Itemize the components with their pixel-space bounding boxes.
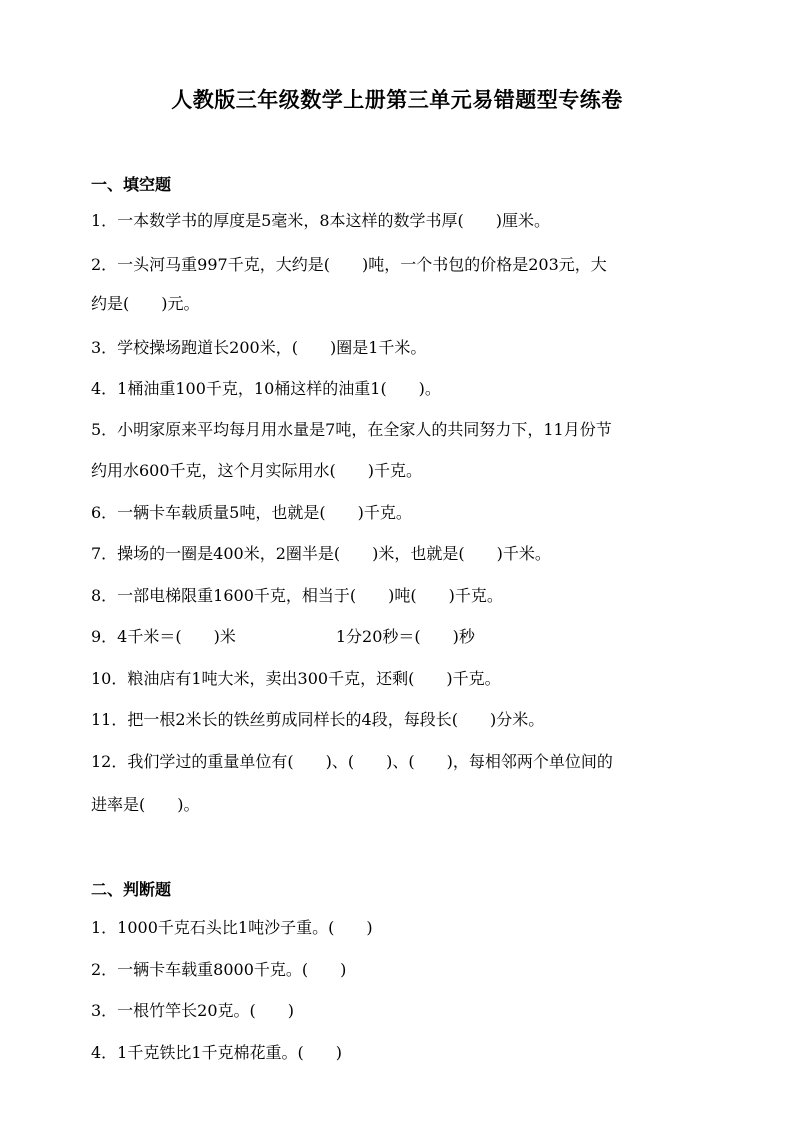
question-line: 6．一辆卡车载质量5吨，也就是( )千克。 [91,503,412,522]
judge-line: 1．1000千克石头比1吨沙子重。( ) [91,918,373,937]
question-line-9 [91,627,475,647]
question-line: 7．操场的一圈是400米，2圈半是( )米，也就是( )千米。 [91,544,551,563]
question-line: 5．小明家原来平均每月用水量是7吨，在全家人的共同努力下，11月份节 [91,420,612,439]
question-line: 4．1桶油重100千克，10桶这样的油重1( )。 [91,379,441,398]
judge-line: 2．一辆卡车载重8000千克。( ) [91,960,347,979]
question-line: 2．一头河马重997千克，大约是( )吨，一个书包的价格是203元，大 [91,255,607,274]
judge-line: 4．1千克铁比1千克棉花重。( ) [91,1043,343,1062]
question-line: 12．我们学过的重量单位有( )、( )、( )，每相邻两个单位间的 [91,752,613,771]
question-line: 10．粮油店有1吨大米，卖出300千克，还剩( )千克。 [91,669,501,688]
judge-line: 3．一根竹竿长20克。( ) [91,1001,295,1020]
question-line: 进率是( )。 [91,795,200,814]
question-9-part-a: 9．4千米＝( )米 [91,627,236,646]
section-heading-fill-in: 一、填空题 [91,175,172,194]
section-heading-true-false: 二、判断题 [91,880,172,899]
question-line: 11．把一根2米长的铁丝剪成同样长的4段，每段长( )分米。 [91,710,545,729]
question-line: 约是( )元。 [91,294,200,313]
question-line: 8．一部电梯限重1600千克，相当于( )吨( )千克。 [91,586,503,605]
question-9-part-b: 1分20秒＝( )秒 [335,627,475,646]
question-line: 约用水600千克，这个月实际用水( )千克。 [91,461,423,480]
question-line: 3．学校操场跑道长200米，( )圈是1千米。 [91,338,427,357]
page-title: 人教版三年级数学上册第三单元易错题型专练卷 [171,87,623,112]
question-line: 1．一本数学书的厚度是5毫米，8本这样的数学书厚( )厘米。 [91,211,551,230]
